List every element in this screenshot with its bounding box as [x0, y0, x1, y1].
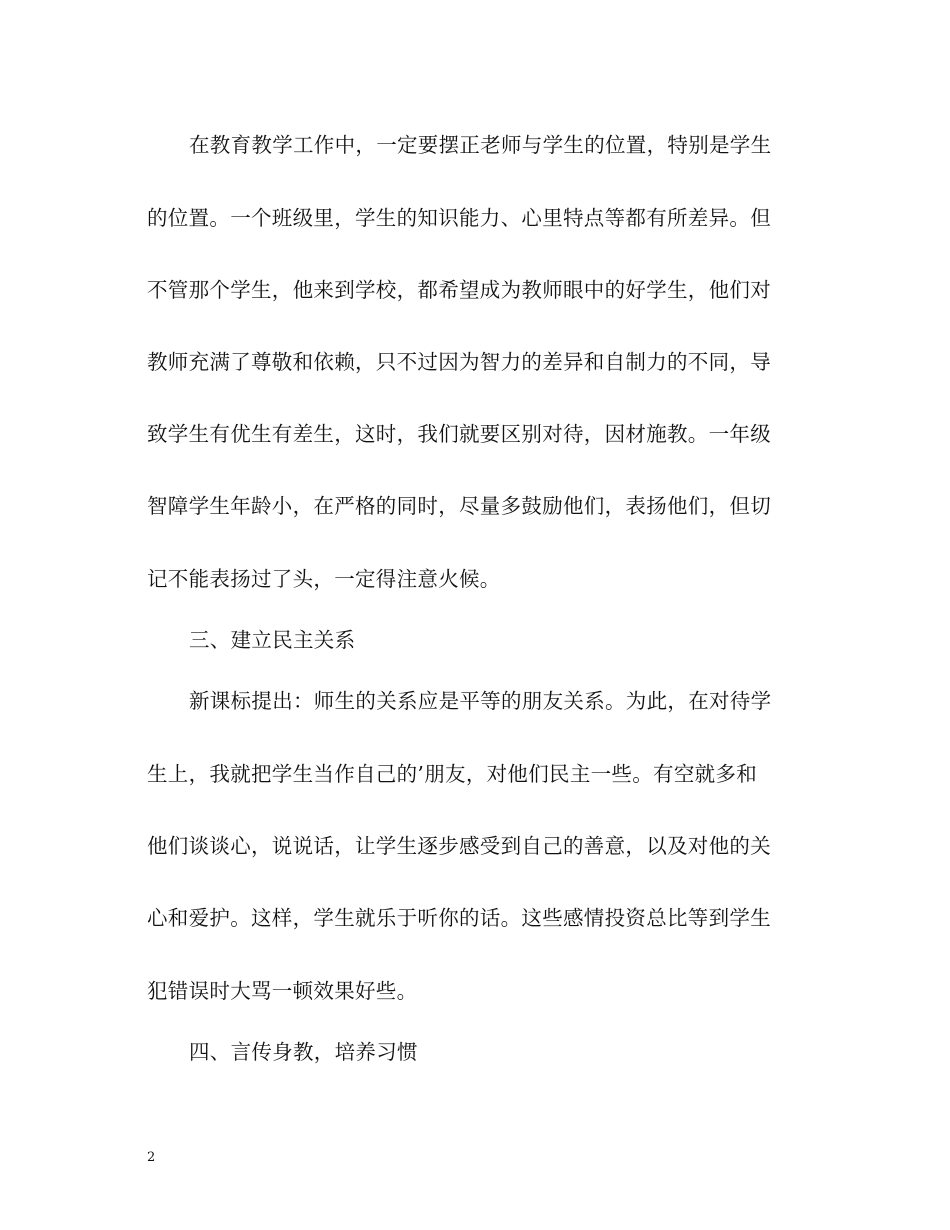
paragraph-line: 不管那个学生，他来到学校，都希望成为教师眼中的好学生，他们对: [147, 278, 771, 302]
paragraph-line: 教师充满了尊敬和依赖，只不过因为智力的差异和自制力的不同，导: [147, 350, 771, 374]
paragraph-line: 心和爱护。这样，学生就乐于听你的话。这些感情投资总比等到学生: [147, 906, 771, 930]
section-heading: 四、言传身教，培养习惯: [189, 1040, 418, 1064]
paragraph-line: 生上，我就把学生当作自己的’朋友，对他们民主一些。有空就多和: [147, 762, 758, 786]
paragraph-line: 致学生有优生有差生，这时，我们就要区别对待，因材施教。一年级: [147, 422, 771, 446]
section-heading: 三、建立民主关系: [189, 628, 356, 652]
paragraph-line: 在教育教学工作中，一定要摆正老师与学生的位置，特别是学生: [189, 133, 772, 157]
paragraph-line: 新课标提出：师生的关系应是平等的朋友关系。为此，在对待学: [189, 689, 772, 713]
paragraph-line: 智障学生年龄小，在严格的同时，尽量多鼓励他们，表扬他们，但切: [147, 494, 771, 518]
paragraph-line: 记不能表扬过了头，一定得注意火候。: [147, 567, 501, 591]
paragraph-line: 他们谈谈心，说说话，让学生逐步感受到自己的善意，以及对他的关: [147, 834, 771, 858]
paragraph-line: 犯错误时大骂一顿效果好些。: [147, 979, 418, 1003]
paragraph-line: 的位置。一个班级里，学生的知识能力、心里特点等都有所差异。但: [147, 206, 771, 230]
page-number: 2: [147, 1150, 156, 1165]
